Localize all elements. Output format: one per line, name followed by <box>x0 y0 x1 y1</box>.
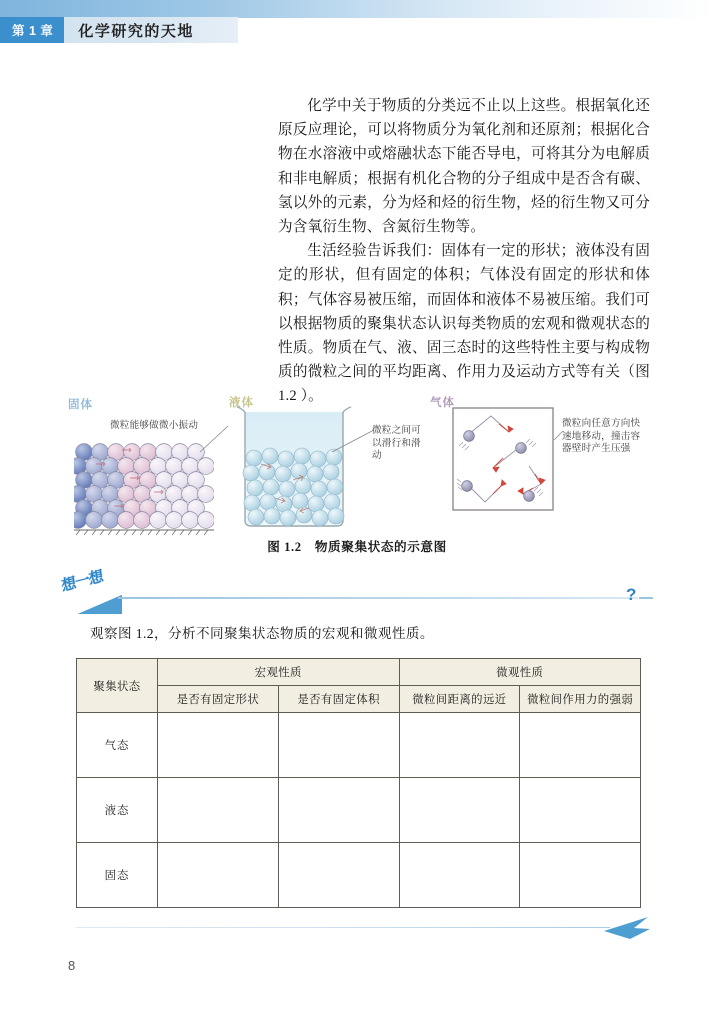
table-header-group-macro: 宏观性质 <box>158 659 400 686</box>
table-row <box>77 778 641 843</box>
annotation-gas: 微粒向任意方向快速地移动，撞击容器壁时产生压强 <box>562 418 641 455</box>
table-header-state: 聚集状态 <box>77 659 158 713</box>
figure-caption: 图 1.2 物质聚集状态的示意图 <box>267 540 447 554</box>
question-mark-tail-rule <box>639 597 653 599</box>
table-cell-gas-volume[interactable] <box>278 713 399 778</box>
table-head <box>77 659 641 713</box>
table-row-label-solid: 固态 <box>77 843 158 908</box>
table-cell-liquid-volume[interactable] <box>278 778 399 843</box>
paragraph-classification: 化学中关于物质的分类远不止以上这些。根据氧化还原反应理论，可以将物质分为氧化剂和还原剂；根据化合物在水溶液中或熔融状态下能否导电，可将其分为电解质和非电解质；根据有机化合物的分子组成中是否含有碳、氢以外的元素，分为烃和烃的衍生物，烃的衍生物又可分为含氧衍生物、含氮衍生物等。 <box>278 98 650 236</box>
table-subheader-particle-force: 微粒间作用力的强弱 <box>520 686 641 713</box>
think-divider-rule <box>118 597 638 599</box>
chapter-badge: 第 1 章 <box>0 17 64 43</box>
table-cell-gas-dist[interactable] <box>399 713 520 778</box>
table-cell-solid-force[interactable] <box>520 843 641 908</box>
properties-table <box>76 658 641 908</box>
chapter-title: 化学研究的天地 <box>64 17 238 43</box>
table-cell-liquid-dist[interactable] <box>399 778 520 843</box>
gas-state-diagram <box>451 406 555 512</box>
think-question-text: 观察图 1.2，分析不同聚集状态物质的宏观和微观性质。 <box>90 626 434 641</box>
think-triangle-icon <box>78 595 122 614</box>
table-subheader-particle-dist: 微粒间距离的远近 <box>399 686 520 713</box>
properties-table-wrap <box>76 658 641 908</box>
table-cell-liquid-force[interactable] <box>520 778 641 843</box>
bottom-divider-rule <box>76 927 610 928</box>
table-row <box>77 843 641 908</box>
label-gas: 气体 <box>430 397 455 409</box>
liquid-annotation-leader <box>330 428 376 456</box>
table-header-row-subs <box>77 686 641 713</box>
table-subheader-fixed-volume: 是否有固定体积 <box>278 686 399 713</box>
chapter-header-bar <box>0 17 238 43</box>
question-mark-icon: ? <box>626 585 637 604</box>
table-header-group-micro: 微观性质 <box>399 659 641 686</box>
header-gradient-band <box>0 0 714 18</box>
liquid-state-diagram <box>235 402 353 528</box>
label-liquid: 液体 <box>229 397 254 409</box>
annotation-solid: 微粒能够做微小振动 <box>110 420 199 431</box>
label-solid: 固体 <box>68 399 93 411</box>
table-cell-gas-shape[interactable] <box>158 713 279 778</box>
annotation-liquid: 微粒之间可以滑行和滑动 <box>372 425 421 462</box>
table-cell-solid-volume[interactable] <box>278 843 399 908</box>
table-cell-solid-dist[interactable] <box>399 843 520 908</box>
page-number: 8 <box>68 958 76 973</box>
think-section-header <box>0 567 714 623</box>
table-header-row-groups <box>77 659 641 686</box>
table-cell-liquid-shape[interactable] <box>158 778 279 843</box>
body-text-column <box>278 94 650 409</box>
table-row-label-gas: 气态 <box>77 713 158 778</box>
table-row <box>77 713 641 778</box>
solid-state-diagram <box>74 440 214 536</box>
page-header <box>0 0 714 46</box>
paragraph-states-of-matter: 生活经验告诉我们：固体有一定的形状；液体没有固定的形状，但有固定的体积；气体没有固定的形状和体积；气体容易被压缩，而固体和液体不易被压缩。我们可以根据物质的聚集状态认识每类物质的宏观和微观状态的性质。物质在气、液、固三态时的这些特性主要与构成物质的微粒之间的平均距离、作用力及运动方式等有关（图 1.2 ）。 <box>278 243 650 405</box>
table-subheader-fixed-shape: 是否有固定形状 <box>158 686 279 713</box>
table-cell-solid-shape[interactable] <box>158 843 279 908</box>
table-row-label-liquid: 液态 <box>77 778 158 843</box>
think-badge-label: 想一想 <box>60 567 104 596</box>
table-cell-gas-force[interactable] <box>520 713 641 778</box>
table-body <box>77 713 641 908</box>
